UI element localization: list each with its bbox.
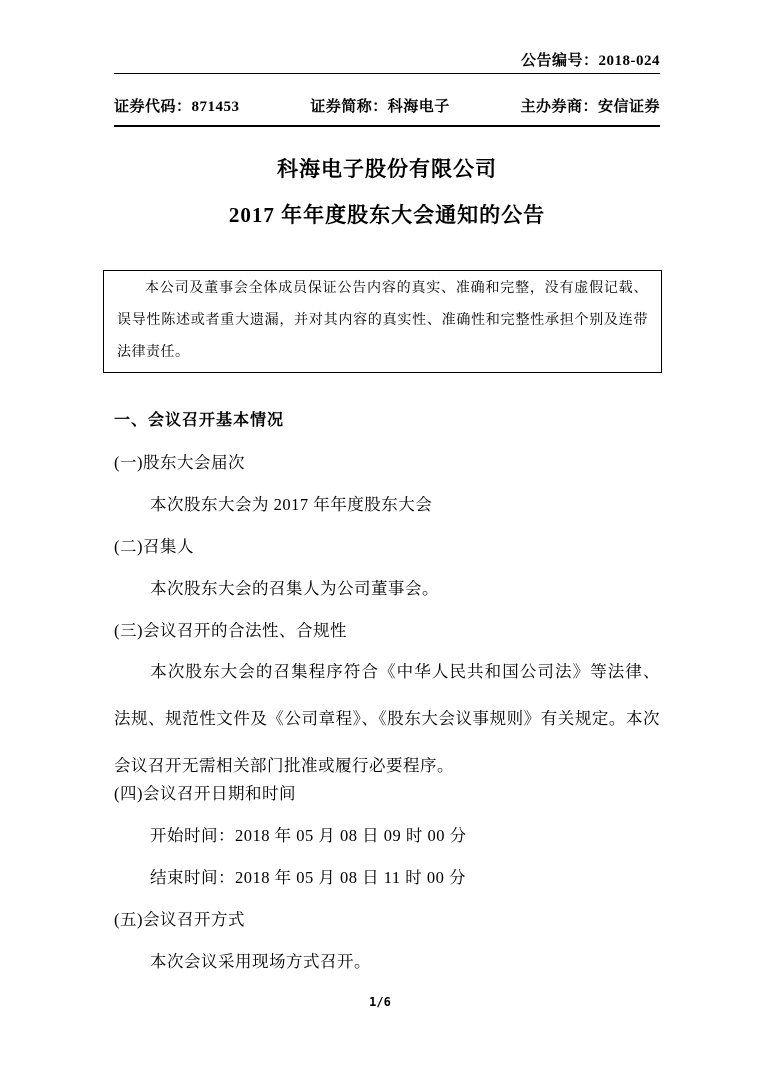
item-5-body: 本次会议采用现场方式召开。 — [150, 952, 371, 971]
item-1-label: (一)股东大会届次 — [114, 453, 245, 472]
item-3-paragraph: 本次股东大会的召集程序符合《中华人民共和国公司法》等法律、法规、规范性文件及《公司章程》、《股东大会议事规则》有关规定。本次会议召开无需相关部门批准或履行必要程序。 — [114, 662, 660, 775]
item-2-label: (二)召集人 — [114, 537, 194, 556]
document-content — [0, 52, 760, 971]
item-4-end-time: 结束时间：2018 年 05 月 08 日 11 时 00 分 — [150, 868, 467, 887]
header-bottom-rule — [114, 125, 660, 127]
item-2-body: 本次股东大会的召集人为公司董事会。 — [150, 579, 439, 598]
stock-name-field: 证券简称：科海电子 — [310, 99, 450, 115]
document-title-company: 科海电子股份有限公司 — [277, 157, 497, 181]
item-3-label: (三)会议召开的合法性、合规性 — [114, 621, 347, 640]
section-1-heading: 一、会议召开基本情况 — [114, 412, 285, 429]
announcement-number: 公告编号：2018-024 — [521, 53, 660, 69]
header-top-rule — [114, 73, 660, 74]
sponsor-broker-field: 主办券商：安信证券 — [520, 99, 660, 115]
document-title-subject: 2017 年年度股东大会通知的公告 — [228, 203, 546, 227]
item-4-start-time: 开始时间：2018 年 05 月 08 日 09 时 00 分 — [150, 826, 467, 845]
page-number: 1/6 — [369, 995, 391, 1009]
securities-header-row — [114, 98, 660, 116]
disclaimer-box — [103, 270, 662, 373]
stock-code-field: 证券代码：871453 — [114, 99, 240, 115]
disclaimer-text: 本公司及董事会全体成员保证公告内容的真实、准确和完整，没有虚假记载、误导性陈述或者重大遗漏，并对其内容的真实性、准确性和完整性承担个别及连带法律责任。 — [117, 281, 648, 360]
item-4-label: (四)会议召开日期和时间 — [114, 784, 296, 803]
item-1-body: 本次股东大会为 2017 年年度股东大会 — [150, 495, 433, 514]
item-5-label: (五)会议召开方式 — [114, 910, 245, 929]
